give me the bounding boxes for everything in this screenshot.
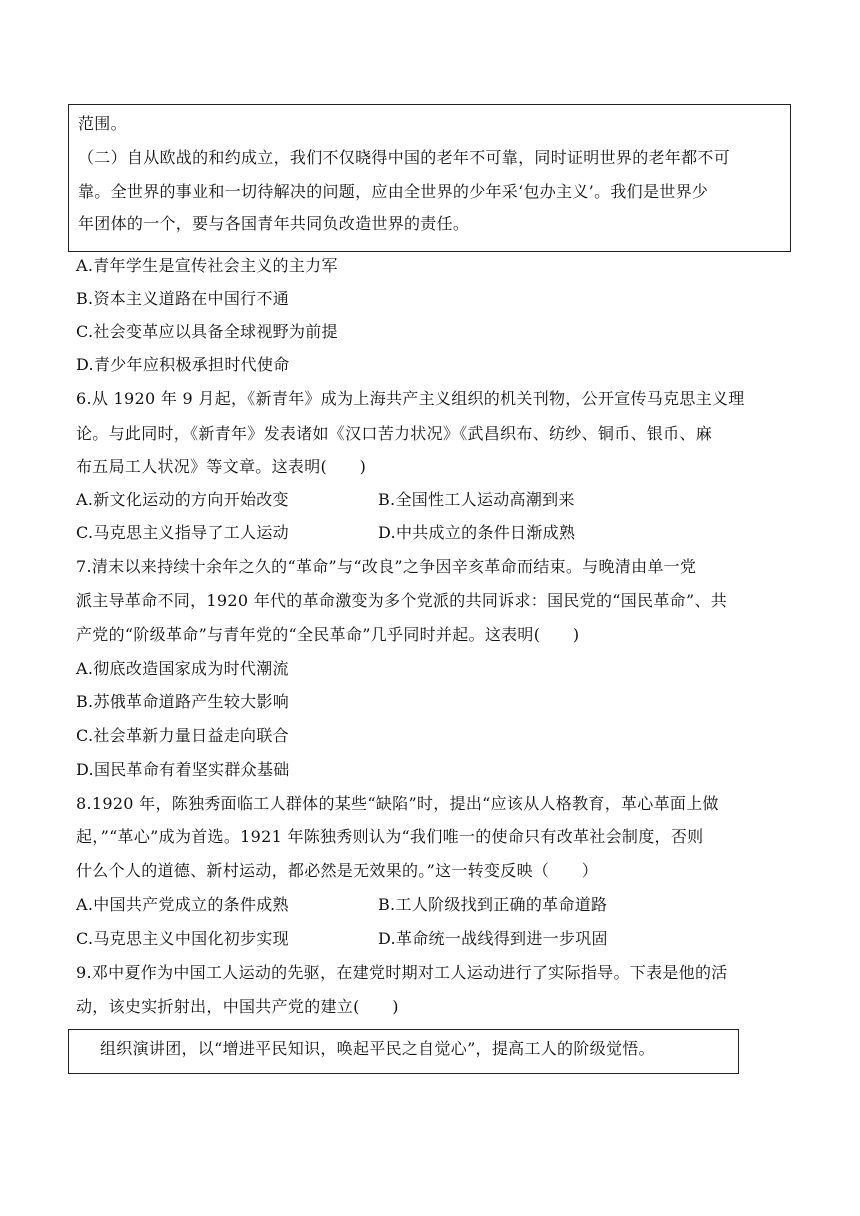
material-line: （二）自从欧战的和约成立，我们不仅晓得中国的老年不可靠，同时证明世界的老年都不可 (78, 148, 731, 167)
q8-option-a: A.中国共产党成立的条件成熟 (76, 895, 289, 914)
q9-stem: 9.邓中夏作为中国工人运动的先驱，在建党时期对工人运动进行了实际指导。下表是他的活 (76, 963, 728, 982)
q8-stem: 什么个人的道德、新村运动，都必然是无效果的。”这一转变反映（ ） (76, 861, 599, 880)
q6-stem: 布五局工人状况》等文章。这表明( ) (76, 457, 367, 476)
q8-option-b: B.工人阶级找到正确的革命道路 (378, 895, 608, 914)
material-line: 范围。 (78, 114, 127, 133)
q5-option-a: A.青年学生是宣传社会主义的主力军 (76, 256, 338, 275)
q5-option-b: B.资本主义道路在中国行不通 (76, 289, 290, 308)
q8-option-c: C.马克思主义中国化初步实现 (76, 929, 289, 948)
q7-stem: 产党的“阶级革命”与青年党的“全民革命”几乎同时并起。这表明( ) (76, 625, 580, 644)
q6-stem: 论。与此同时，《新青年》发表诸如《汉口苦力状况》《武昌织布、纺纱、铜币、银币、麻 (76, 424, 713, 443)
q7-option-a: A.彻底改造国家成为时代潮流 (76, 659, 289, 678)
q6-option-a: A.新文化运动的方向开始改变 (76, 490, 289, 509)
q7-option-c: C.社会革新力量日益走向联合 (76, 726, 289, 745)
q5-option-c: C.社会变革应以具备全球视野为前提 (76, 322, 338, 341)
q6-option-b: B.全国性工人运动高潮到来 (378, 490, 575, 509)
q7-stem: 7.清末以来持续十余年之久的“革命”与“改良”之争因辛亥革命而结束。与晚清由单一党 (76, 557, 697, 576)
q8-option-d: D.革命统一战线得到进一步巩固 (378, 929, 608, 948)
q6-option-d: D.中共成立的条件日渐成熟 (378, 523, 576, 542)
q7-option-b: B.苏俄革命道路产生较大影响 (76, 692, 290, 711)
q5-option-d: D.青少年应积极承担时代使命 (76, 355, 290, 374)
q6-stem: 6.从 1920 年 9 月起，《新青年》成为上海共产主义组织的机关刊物，公开宣传马克思主义理 (76, 389, 745, 408)
q9-table-cell: 组织演讲团，以“增进平民知识，唤起平民之自觉心”，提高工人的阶级觉悟。 (100, 1039, 655, 1058)
q7-stem: 派主导革命不同，1920 年代的革命激变为多个党派的共同诉求：国民党的“国民革命”、共 (76, 591, 728, 610)
material-line: 靠。全世界的事业和一切待解决的问题，应由全世界的少年采‘包办主义’。我们是世界少 (78, 182, 709, 201)
q8-stem: 起，”“革心”成为首选。1921 年陈独秀则认为“我们唯一的使命只有改革社会制度，否则 (76, 827, 704, 846)
q8-stem: 8.1920 年，陈独秀面临工人群体的某些“缺陷”时，提出“应该从人格教育，革心革面上做 (76, 794, 719, 813)
q7-option-d: D.国民革命有着坚实群众基础 (76, 760, 290, 779)
material-line: 年团体的一个，要与各国青年共同负改造世界的责任。 (78, 214, 470, 233)
q6-option-c: C.马克思主义指导了工人运动 (76, 523, 289, 542)
q9-stem: 动，该史实折射出，中国共产党的建立( ) (76, 997, 399, 1016)
